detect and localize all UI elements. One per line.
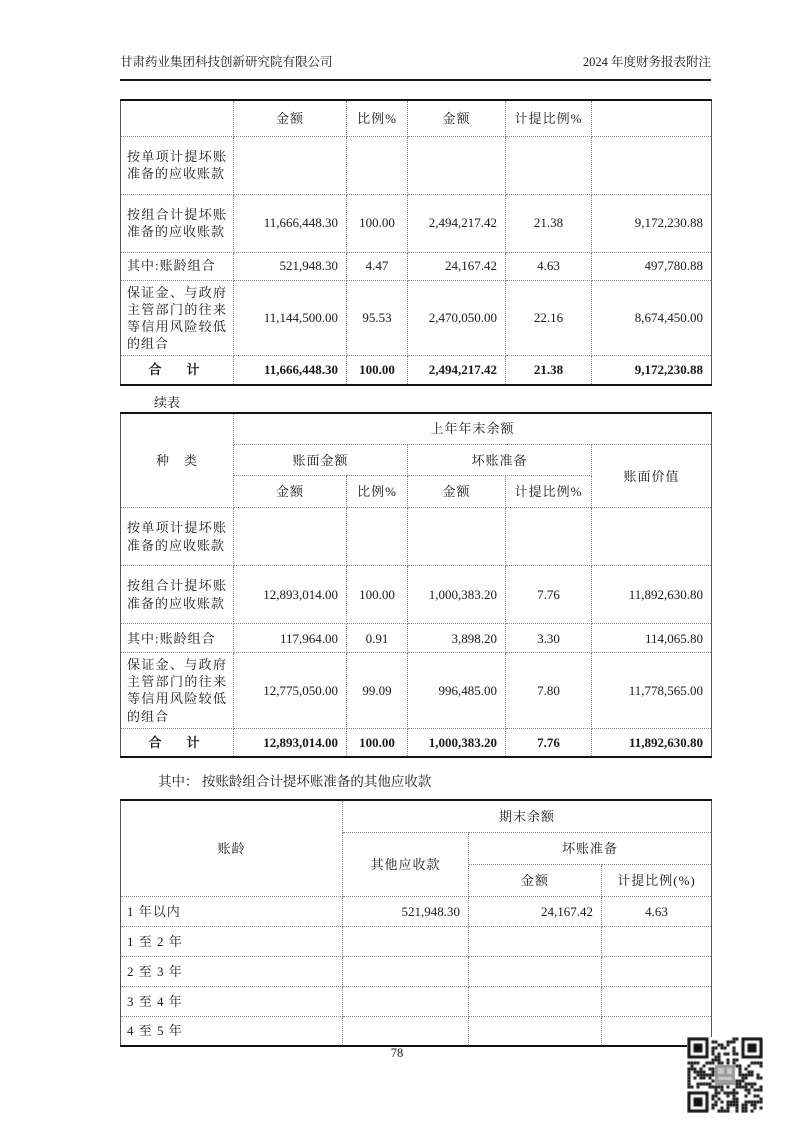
cell	[343, 1016, 469, 1046]
cell: 100.00	[347, 194, 408, 252]
cell: 21.38	[506, 356, 592, 385]
cell	[469, 956, 602, 986]
cell: 117,964.00	[234, 624, 347, 653]
note-aging-combination: 其中： 按账龄组合计提坏账准备的其他应收款	[158, 774, 432, 790]
cell: 12,893,014.00	[234, 728, 347, 757]
cell	[343, 926, 469, 956]
row-label: 合 计	[121, 356, 234, 385]
row-label: 其中:账龄组合	[121, 252, 234, 280]
cell	[469, 986, 602, 1016]
cell: 521,948.30	[343, 896, 469, 926]
cell: 7.76	[506, 728, 592, 757]
cell	[602, 986, 712, 1016]
table-header-row	[121, 800, 712, 832]
header-cell-other-receivables: 其他应收款	[343, 832, 469, 896]
cell: 2,470,050.00	[408, 280, 506, 356]
cell: 11,666,448.30	[234, 194, 347, 252]
cell: 11,892,630.80	[592, 728, 712, 757]
page-header	[120, 52, 711, 81]
row-label: 按单项计提坏账准备的应收账款	[121, 136, 234, 194]
header-cell-book-value: 账面价值	[592, 445, 712, 508]
table-row	[121, 1016, 712, 1046]
table-receivables-current	[120, 99, 712, 386]
cell	[469, 926, 602, 956]
table-row	[121, 986, 712, 1016]
cell: 100.00	[347, 728, 408, 757]
row-label: 1 至 2 年	[121, 926, 343, 956]
cell: 1,000,383.20	[408, 728, 506, 757]
cell	[602, 956, 712, 986]
table-total-row	[121, 728, 712, 757]
header-cell-provision-ratio: 计提比例%	[506, 100, 592, 136]
header-cell-amount2: 金额	[408, 100, 506, 136]
table-header-row	[121, 100, 712, 136]
cell: 8,674,450.00	[592, 280, 712, 356]
table-row	[121, 280, 712, 356]
table-row	[121, 653, 712, 729]
header-cell-book-amount: 账面金额	[234, 445, 408, 476]
cell: 3.30	[506, 624, 592, 653]
cell	[234, 508, 347, 566]
page-content	[120, 52, 711, 1047]
cell	[408, 136, 506, 194]
row-label: 3 至 4 年	[121, 986, 343, 1016]
cell	[234, 136, 347, 194]
header-cell-bad-debt: 坏账准备	[408, 445, 592, 476]
table-row	[121, 136, 712, 194]
table-row	[121, 194, 712, 252]
row-label: 按组合计提坏账准备的应收账款	[121, 566, 234, 624]
row-label: 其中:账龄组合	[121, 624, 234, 653]
cell	[592, 508, 712, 566]
continued-table-label: 续表	[154, 394, 181, 410]
cell	[506, 136, 592, 194]
cell: 4.63	[506, 252, 592, 280]
cell: 7.80	[506, 653, 592, 729]
row-label: 2 至 3 年	[121, 956, 343, 986]
cell: 4.47	[347, 252, 408, 280]
header-cell-provision-ratio: 计提比例(%)	[602, 864, 712, 896]
cell: 21.38	[506, 194, 592, 252]
cell: 996,485.00	[408, 653, 506, 729]
cell: 2,494,217.42	[408, 356, 506, 385]
table-row	[121, 624, 712, 653]
cell	[506, 508, 592, 566]
cell: 11,892,630.80	[592, 566, 712, 624]
cell: 0.91	[347, 624, 408, 653]
cell: 2,494,217.42	[408, 194, 506, 252]
row-label: 保证金、与政府主管部门的往来等信用风险较低的组合	[121, 653, 234, 729]
row-label: 合 计	[121, 728, 234, 757]
header-cell-amount: 金额	[469, 864, 602, 896]
cell: 12,893,014.00	[234, 566, 347, 624]
cell: 1,000,383.20	[408, 566, 506, 624]
cell: 24,167.42	[469, 896, 602, 926]
cell	[347, 136, 408, 194]
company-name: 甘肃药业集团科技创新研究院有限公司	[120, 55, 333, 69]
cell: 11,778,565.00	[592, 653, 712, 729]
header-cell	[121, 100, 234, 136]
header-cell-amount: 金额	[234, 476, 347, 508]
table-aging-other-receivables	[120, 799, 712, 1047]
header-cell-ratio: 比例%	[347, 100, 408, 136]
table-row	[121, 508, 712, 566]
header-cell-amount: 金额	[234, 100, 347, 136]
row-label: 1 年以内	[121, 896, 343, 926]
doc-title: 2024 年度财务报表附注	[582, 55, 711, 69]
row-label: 按组合计提坏账准备的应收账款	[121, 194, 234, 252]
cell: 114,065.80	[592, 624, 712, 653]
cell	[343, 956, 469, 986]
cell: 3,898.20	[408, 624, 506, 653]
qr-code	[687, 1037, 763, 1113]
cell: 95.53	[347, 280, 408, 356]
header-cell	[592, 100, 712, 136]
table-receivables-prior-year	[120, 412, 712, 759]
cell	[602, 926, 712, 956]
table-row	[121, 956, 712, 986]
cell: 100.00	[347, 356, 408, 385]
table-row	[121, 896, 712, 926]
cell: 12,775,050.00	[234, 653, 347, 729]
cell	[592, 136, 712, 194]
cell: 4.63	[602, 896, 712, 926]
cell	[347, 508, 408, 566]
cell: 9,172,230.88	[592, 356, 712, 385]
header-cell-ratio: 比例%	[347, 476, 408, 508]
table-header-row	[121, 413, 712, 445]
row-label: 按单项计提坏账准备的应收账款	[121, 508, 234, 566]
page-number: 78	[390, 1046, 404, 1060]
table-total-row	[121, 356, 712, 385]
cell: 521,948.30	[234, 252, 347, 280]
cell: 11,666,448.30	[234, 356, 347, 385]
header-cell-amount2: 金额	[408, 476, 506, 508]
table-row	[121, 566, 712, 624]
header-cell-prior-year-balance: 上年年末余额	[234, 413, 712, 445]
cell	[408, 508, 506, 566]
cell: 24,167.42	[408, 252, 506, 280]
cell: 99.09	[347, 653, 408, 729]
row-label: 4 至 5 年	[121, 1016, 343, 1046]
cell: 100.00	[347, 566, 408, 624]
cell: 11,144,500.00	[234, 280, 347, 356]
cell: 497,780.88	[592, 252, 712, 280]
row-label: 保证金、与政府主管部门的往来等信用风险较低的组合	[121, 280, 234, 356]
table-row	[121, 252, 712, 280]
header-cell-aging: 账龄	[121, 800, 343, 896]
cell: 7.76	[506, 566, 592, 624]
header-cell-bad-debt: 坏账准备	[469, 832, 712, 864]
header-cell-category: 种 类	[121, 413, 234, 508]
cell	[469, 1016, 602, 1046]
cell: 9,172,230.88	[592, 194, 712, 252]
header-cell-period-end-balance: 期末余额	[343, 800, 712, 832]
cell	[343, 986, 469, 1016]
table-row	[121, 926, 712, 956]
header-cell-provision-ratio: 计提比例%	[506, 476, 592, 508]
cell: 22.16	[506, 280, 592, 356]
